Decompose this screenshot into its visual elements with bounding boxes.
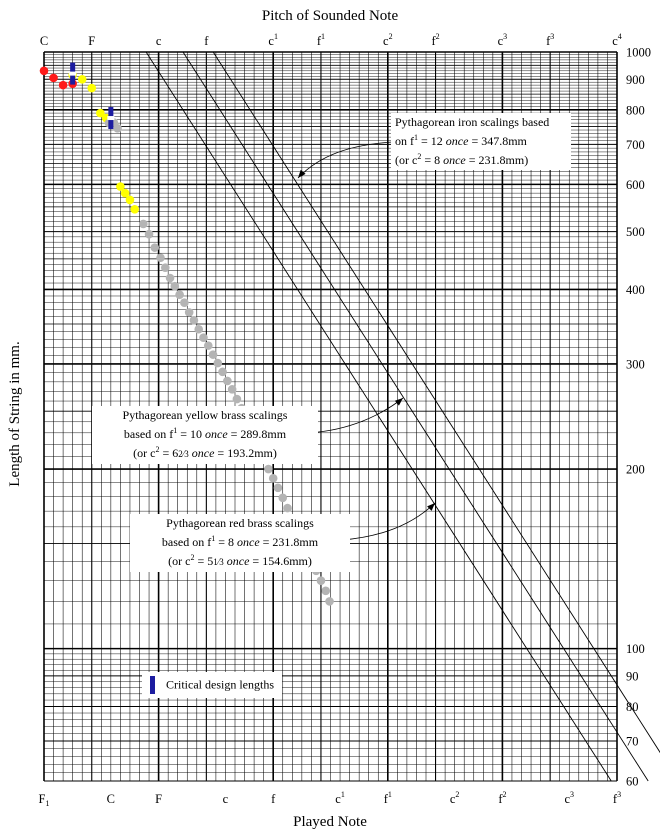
annotation-iron [391, 113, 571, 170]
point-gray [139, 220, 148, 229]
annotation-line: based on $f^1 = 10$ once = 289.8mm [123, 426, 287, 441]
point-gray [283, 504, 292, 513]
top-axis-title: Pitch of Sounded Note [261, 8, 399, 24]
point-gray [223, 377, 232, 386]
point-gray [145, 230, 154, 239]
top-tick-label: $c^3$ [497, 32, 508, 48]
top-tick-label: C [39, 34, 49, 48]
point-gray [180, 298, 189, 307]
point-gray [228, 385, 237, 394]
point-gray [278, 493, 287, 502]
bottom-tick-label: $f^3$ [612, 790, 622, 806]
y-tick-label: 70 [626, 734, 639, 749]
point-yellow [78, 75, 87, 84]
point-gray [150, 243, 159, 252]
point-yellow [87, 84, 96, 93]
point-gray [199, 333, 208, 342]
point-gray [264, 465, 273, 474]
point-gray [269, 474, 278, 483]
top-tick-label: c [155, 34, 162, 48]
y-tick-label: 800 [626, 103, 645, 118]
arrow-line [298, 142, 392, 178]
point-gray [209, 350, 218, 359]
y-tick-label: 500 [626, 225, 645, 240]
top-tick-label: $f^3$ [546, 32, 555, 48]
point-gray [321, 587, 330, 596]
annotation-line: (or $c^2 = 8$ once = 231.8mm) [395, 152, 529, 167]
point-gray [194, 325, 203, 334]
point-gray [325, 597, 334, 606]
point-yellow [130, 205, 139, 214]
point-gray [175, 290, 184, 299]
y-axis-title: Length of String in mm. [7, 341, 23, 487]
bottom-tick-label: c [222, 792, 229, 806]
top-tick-label: $f^1$ [316, 32, 326, 48]
critical-length-gap [107, 116, 114, 120]
y-tick-label: 600 [626, 177, 645, 192]
point-red [49, 74, 58, 83]
point-gray [113, 124, 122, 133]
y-tick-label: 60 [626, 774, 639, 789]
point-gray [218, 368, 227, 377]
point-gray [233, 395, 242, 404]
point-gray [190, 316, 199, 325]
y-tick-label: 80 [626, 699, 639, 714]
annotation-red-brass [130, 514, 350, 572]
top-tick-label: $c^4$ [612, 32, 622, 48]
y-tick-label: 400 [626, 282, 645, 297]
y-tick-label: 1000 [626, 45, 651, 60]
point-gray [185, 308, 194, 317]
point-red [40, 67, 49, 76]
bottom-tick-label: f [271, 792, 276, 806]
point-gray [171, 282, 180, 291]
top-tick-label: F [88, 34, 96, 48]
point-yellow [126, 196, 135, 205]
top-tick-label: f [204, 34, 209, 48]
annotation-line: on $f^1 = 12$ once = 347.8mm [395, 133, 527, 148]
point-gray [274, 484, 283, 493]
bottom-tick-label: $F_1$ [38, 792, 50, 808]
legend-label: Critical design lengths [166, 677, 274, 692]
top-tick-label: $c^1$ [268, 32, 278, 48]
y-tick-label: 900 [626, 72, 645, 87]
bottom-tick-label: $c^2$ [449, 790, 460, 806]
point-gray [161, 263, 170, 272]
point-gray [317, 576, 326, 585]
x-axis-title: Played Note [293, 814, 367, 830]
point-gray [166, 274, 175, 283]
annotation-line: (or $c^2$ = 51⁄3 once = 154.6mm) [168, 553, 312, 568]
arrowhead [395, 398, 403, 406]
y-tick-label: 90 [626, 669, 639, 684]
bottom-tick-label: C [106, 792, 116, 806]
point-gray [214, 359, 223, 368]
arrowhead [427, 503, 435, 511]
top-tick-label: $f^2$ [431, 32, 440, 48]
legend [142, 672, 282, 698]
y-tick-label: 700 [626, 137, 645, 152]
bottom-tick-label: $f^2$ [498, 790, 507, 806]
annotation-yellow-brass [92, 406, 318, 464]
callout-arrows [298, 142, 435, 540]
annotation-line: Pythagorean iron scalings based [395, 115, 550, 129]
annotation-line: Pythagorean red brass scalings [166, 516, 314, 530]
y-tick-label: 100 [626, 642, 645, 657]
bottom-tick-label: $f^1$ [383, 790, 392, 806]
annotation-line: (or $c^2$ = 62⁄3 once = 193.2mm) [133, 445, 277, 460]
y-tick-label: 300 [626, 357, 645, 372]
bottom-tick-label: $c^1$ [335, 790, 345, 806]
legend-swatch [150, 676, 155, 694]
point-gray [156, 253, 165, 262]
critical-length-gap [69, 72, 76, 76]
annotation-line: based on $f^1 = 8$ once = 231.8mm [161, 534, 319, 549]
point-gray [204, 341, 213, 350]
point-red [59, 81, 68, 90]
bottom-tick-label: F [155, 792, 163, 806]
top-tick-label: $c^2$ [383, 32, 393, 48]
annotation-line: Pythagorean yellow brass scalings [122, 408, 288, 422]
y-tick-label: 200 [626, 462, 645, 477]
bottom-tick-label: $c^3$ [564, 790, 575, 806]
